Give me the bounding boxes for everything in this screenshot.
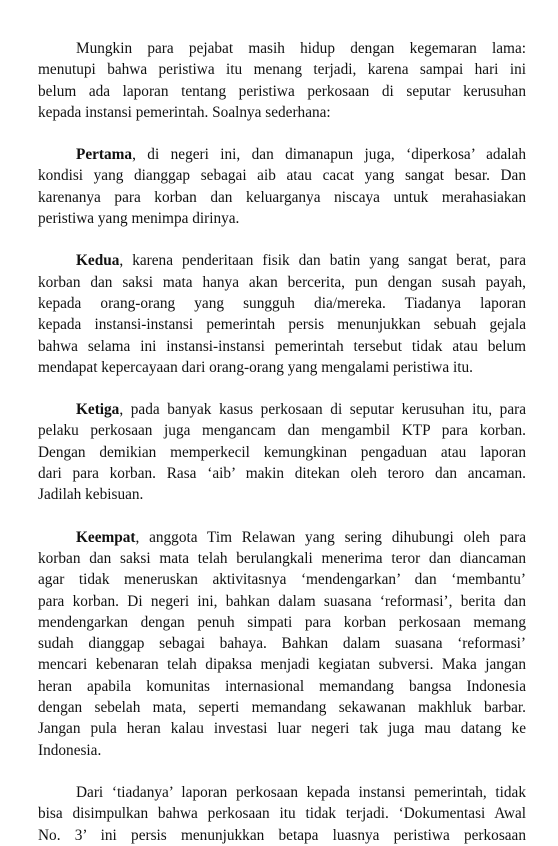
- text-line: mencari kebenaran telah dipaksa menjadi kegiatan subversi. Maka jangan: [38, 656, 526, 674]
- text-line: Jangan pula heran kalau investasi luar negeri tak juga mau datang ke: [38, 720, 526, 738]
- text-line: peristiwa yang menimpa dirinya.: [38, 210, 240, 228]
- text-line: Pertama, di negeri ini, dan dimanapun juga, ‘diperkosa’ adalah: [76, 146, 526, 164]
- paragraph-lead: Ketiga: [76, 401, 120, 419]
- text-line: Dengan demikian memperkecil kemungkinan pengaduan atau laporan: [38, 443, 526, 461]
- paragraph-lead: Kedua: [76, 252, 120, 270]
- paragraph-kedua: [38, 250, 526, 378]
- text-line: korban dan saksi mata hanya akan bercerita, pun dengan susah payah,: [38, 273, 526, 291]
- paragraph-keempat: [38, 527, 526, 761]
- text-line: Jadilah kebisuan.: [38, 486, 144, 504]
- text-line: mendapat kepercayaan dari orang-orang yang mengalami peristiwa itu.: [38, 358, 473, 376]
- paragraph-intro: [38, 38, 526, 123]
- text-line: bahwa selama ini instansi-instansi pemerintah tersebut tidak atau belum: [38, 337, 526, 355]
- text-line: Keempat, anggota Tim Relawan yang sering dihubungi oleh para: [76, 528, 526, 546]
- text-line: sudah dianggap sebagai bahaya. Bahkan dalam suasana ‘reformasi’: [38, 635, 526, 653]
- paragraph-ketiga: [38, 399, 526, 505]
- paragraph-lead: Keempat: [76, 528, 136, 546]
- text-line: dengan sebelah mata, seperti memandang sekawanan makhluk barbar.: [38, 699, 526, 717]
- text-line: kepada instansi-instansi pemerintah persis menunjukkan sebuah gejala: [38, 316, 526, 334]
- text-line: belum ada laporan tentang peristiwa perkosaan di seputar kerusuhan: [38, 82, 526, 100]
- text-line: kepada instansi pemerintah. Soalnya sederhana:: [38, 103, 331, 121]
- text-line: Indonesia.: [38, 741, 102, 759]
- paragraph-closing: [38, 782, 526, 846]
- text-line: menutupi bahwa peristiwa itu menang terjadi, karena sampai hari ini: [38, 61, 526, 79]
- text-line: agar tidak meneruskan aktivitasnya ‘mendengarkan’ dan ‘membantu’: [38, 571, 526, 589]
- paragraph-pertama: [38, 144, 526, 229]
- text-line: Dari ‘tiadanya’ laporan perkosaan kepada instansi pemerintah, tidak: [76, 783, 526, 801]
- text-line: kondisi yang dianggap sebagai aib atau cacat yang sangat besar. Dan: [38, 167, 526, 185]
- text-line: kepada orang-orang yang sungguh dia/mereka. Tiadanya laporan: [38, 294, 526, 312]
- text-line: pelaku perkosaan juga mengancam dan mengambil KTP para korban.: [38, 422, 526, 440]
- text-line: korban dan saksi mata telah berulangkali menerima teror dan diancaman: [38, 549, 526, 567]
- text-line: mendengarkan dengan penuh simpati para korban perkosaan memang: [38, 613, 526, 631]
- text-line: heran apabila komunitas internasional memandang bangsa Indonesia: [38, 677, 526, 695]
- text-line: karenanya para korban dan keluarganya niscaya untuk merahasiakan: [38, 188, 526, 206]
- text-line: dari para korban. Rasa ‘aib’ makin ditekan oleh teroro dan ancaman.: [38, 465, 526, 483]
- text-line: No. 3’ ini persis menunjukkan betapa luasnya peristiwa perkosaan: [38, 826, 526, 844]
- text-line: bisa disimpulkan bahwa perkosaan itu tidak terjadi. ‘Dokumentasi Awal: [38, 805, 526, 823]
- paragraph-lead: Pertama: [76, 146, 133, 164]
- text-line: Ketiga, pada banyak kasus perkosaan di seputar kerusuhan itu, para: [76, 401, 526, 419]
- text-line: Mungkin para pejabat masih hidup dengan kegemaran lama:: [76, 40, 526, 57]
- text-line: Kedua, karena penderitaan fisik dan batin yang sangat berat, para: [76, 252, 526, 270]
- text-line: para korban. Di negeri ini, bahkan dalam suasana ‘reformasi’, berita dan: [38, 592, 526, 610]
